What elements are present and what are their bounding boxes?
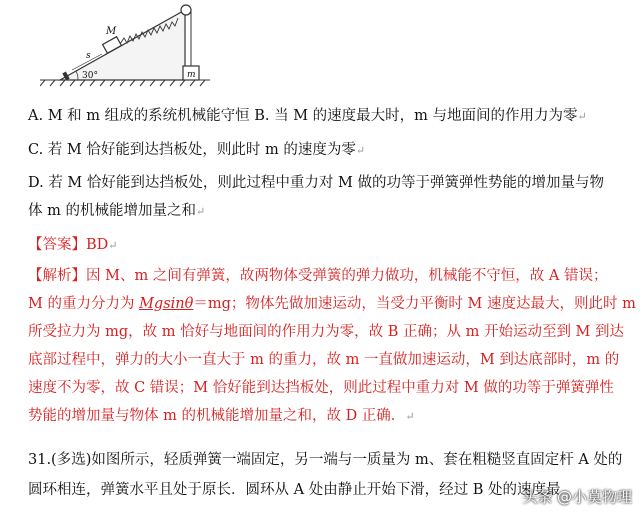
option-d-text-2: 体 m 的机械能增加量之和 xyxy=(28,203,196,219)
answer-tag: 【答案】 xyxy=(28,237,86,253)
analysis-text-6: 势能的增加量与物体 m 的机械能增加量之和，故 D 正确． xyxy=(28,408,406,424)
label-angle: 30° xyxy=(82,71,98,81)
analysis-line-3 xyxy=(28,322,624,342)
analysis-text-1: 因 M、m 之间有弹簧，故两物体受弹簧的弹力做功，机械能不守恒，故 A 错误； xyxy=(86,268,608,284)
option-d-line2: 体 m 的机械能增加量之和↵ xyxy=(28,203,206,219)
analysis-line-1 xyxy=(28,266,608,286)
analysis-line-6: 势能的增加量与物体 m 的机械能增加量之和，故 D 正确．↵ xyxy=(28,408,415,424)
analysis-text-2b: ＝mg；物体先做加速运动，当受力平衡时 M 速度达最大，则此时 m xyxy=(193,296,636,312)
incline-figure xyxy=(40,0,220,96)
analysis-line-2 xyxy=(28,294,636,314)
option-d-line1 xyxy=(28,173,604,193)
option-ab-text: A. M 和 m 组成的系统机械能守恒 B. 当 M 的速度最大时，m 与地面间的作用力为零 xyxy=(28,108,578,124)
watermark: 头条 @小莫物理 xyxy=(522,488,632,506)
label-s: s xyxy=(86,51,91,61)
pulley xyxy=(181,5,191,15)
analysis-text-4: 底部过程中，弹力的大小一直大于 m 的重力，故 m 一直做加速运动，M 到达底部时，m 的 xyxy=(28,352,620,368)
incline-wedge xyxy=(60,10,185,80)
q31-line-1 xyxy=(28,450,622,470)
analysis-tag: 【解析】 xyxy=(28,268,86,284)
analysis-text-3: 所受拉力为 mg，故 m 恰好与地面间的作用力为零，故 B 正确；从 m 开始运动至到 M 到达 xyxy=(28,324,625,340)
analysis-text-2a: M 的重力分力为 xyxy=(28,296,140,312)
option-ab: A. M 和 m 组成的系统机械能守恒 B. 当 M 的速度最大时，m 与地面间的作用力为零↵ xyxy=(28,108,587,124)
option-d-text-1: D. 若 M 恰好能到达挡板处，则此过程中重力对 M 做的功等于弹簧弹性势能的增加量与物 xyxy=(28,175,604,191)
analysis-text-2u: Mgsinθ xyxy=(139,296,194,312)
answer-line: 【答案】BD↵ xyxy=(28,237,118,253)
option-c: C. 若 M 恰好能到达挡板处，则此时 m 的速度为零↵ xyxy=(28,142,366,158)
analysis-line-5 xyxy=(28,378,614,398)
ground xyxy=(40,80,210,86)
q31-text-2: 圆环相连，弹簧水平且处于原长．圆环从 A 处由静止开始下滑，经过 B 处的速度最 xyxy=(28,482,561,498)
analysis-text-5: 速度不为零，故 C 错误；M 恰好能到达挡板处，则此过程中重力对 M 做的功等于弹簧弹性 xyxy=(28,380,614,396)
label-M: M xyxy=(106,26,117,37)
answer-value: BD xyxy=(86,237,109,253)
q31-text-1: 31.(多选)如图所示，轻质弹簧一端固定，另一端与一质量为 m、套在粗糙竖直固定杆 A 处的 xyxy=(28,452,623,468)
q31-line-2 xyxy=(28,480,561,500)
analysis-line-4 xyxy=(28,350,619,370)
label-m: m xyxy=(187,70,196,80)
option-c-text: C. 若 M 恰好能到达挡板处，则此时 m 的速度为零 xyxy=(28,142,356,158)
